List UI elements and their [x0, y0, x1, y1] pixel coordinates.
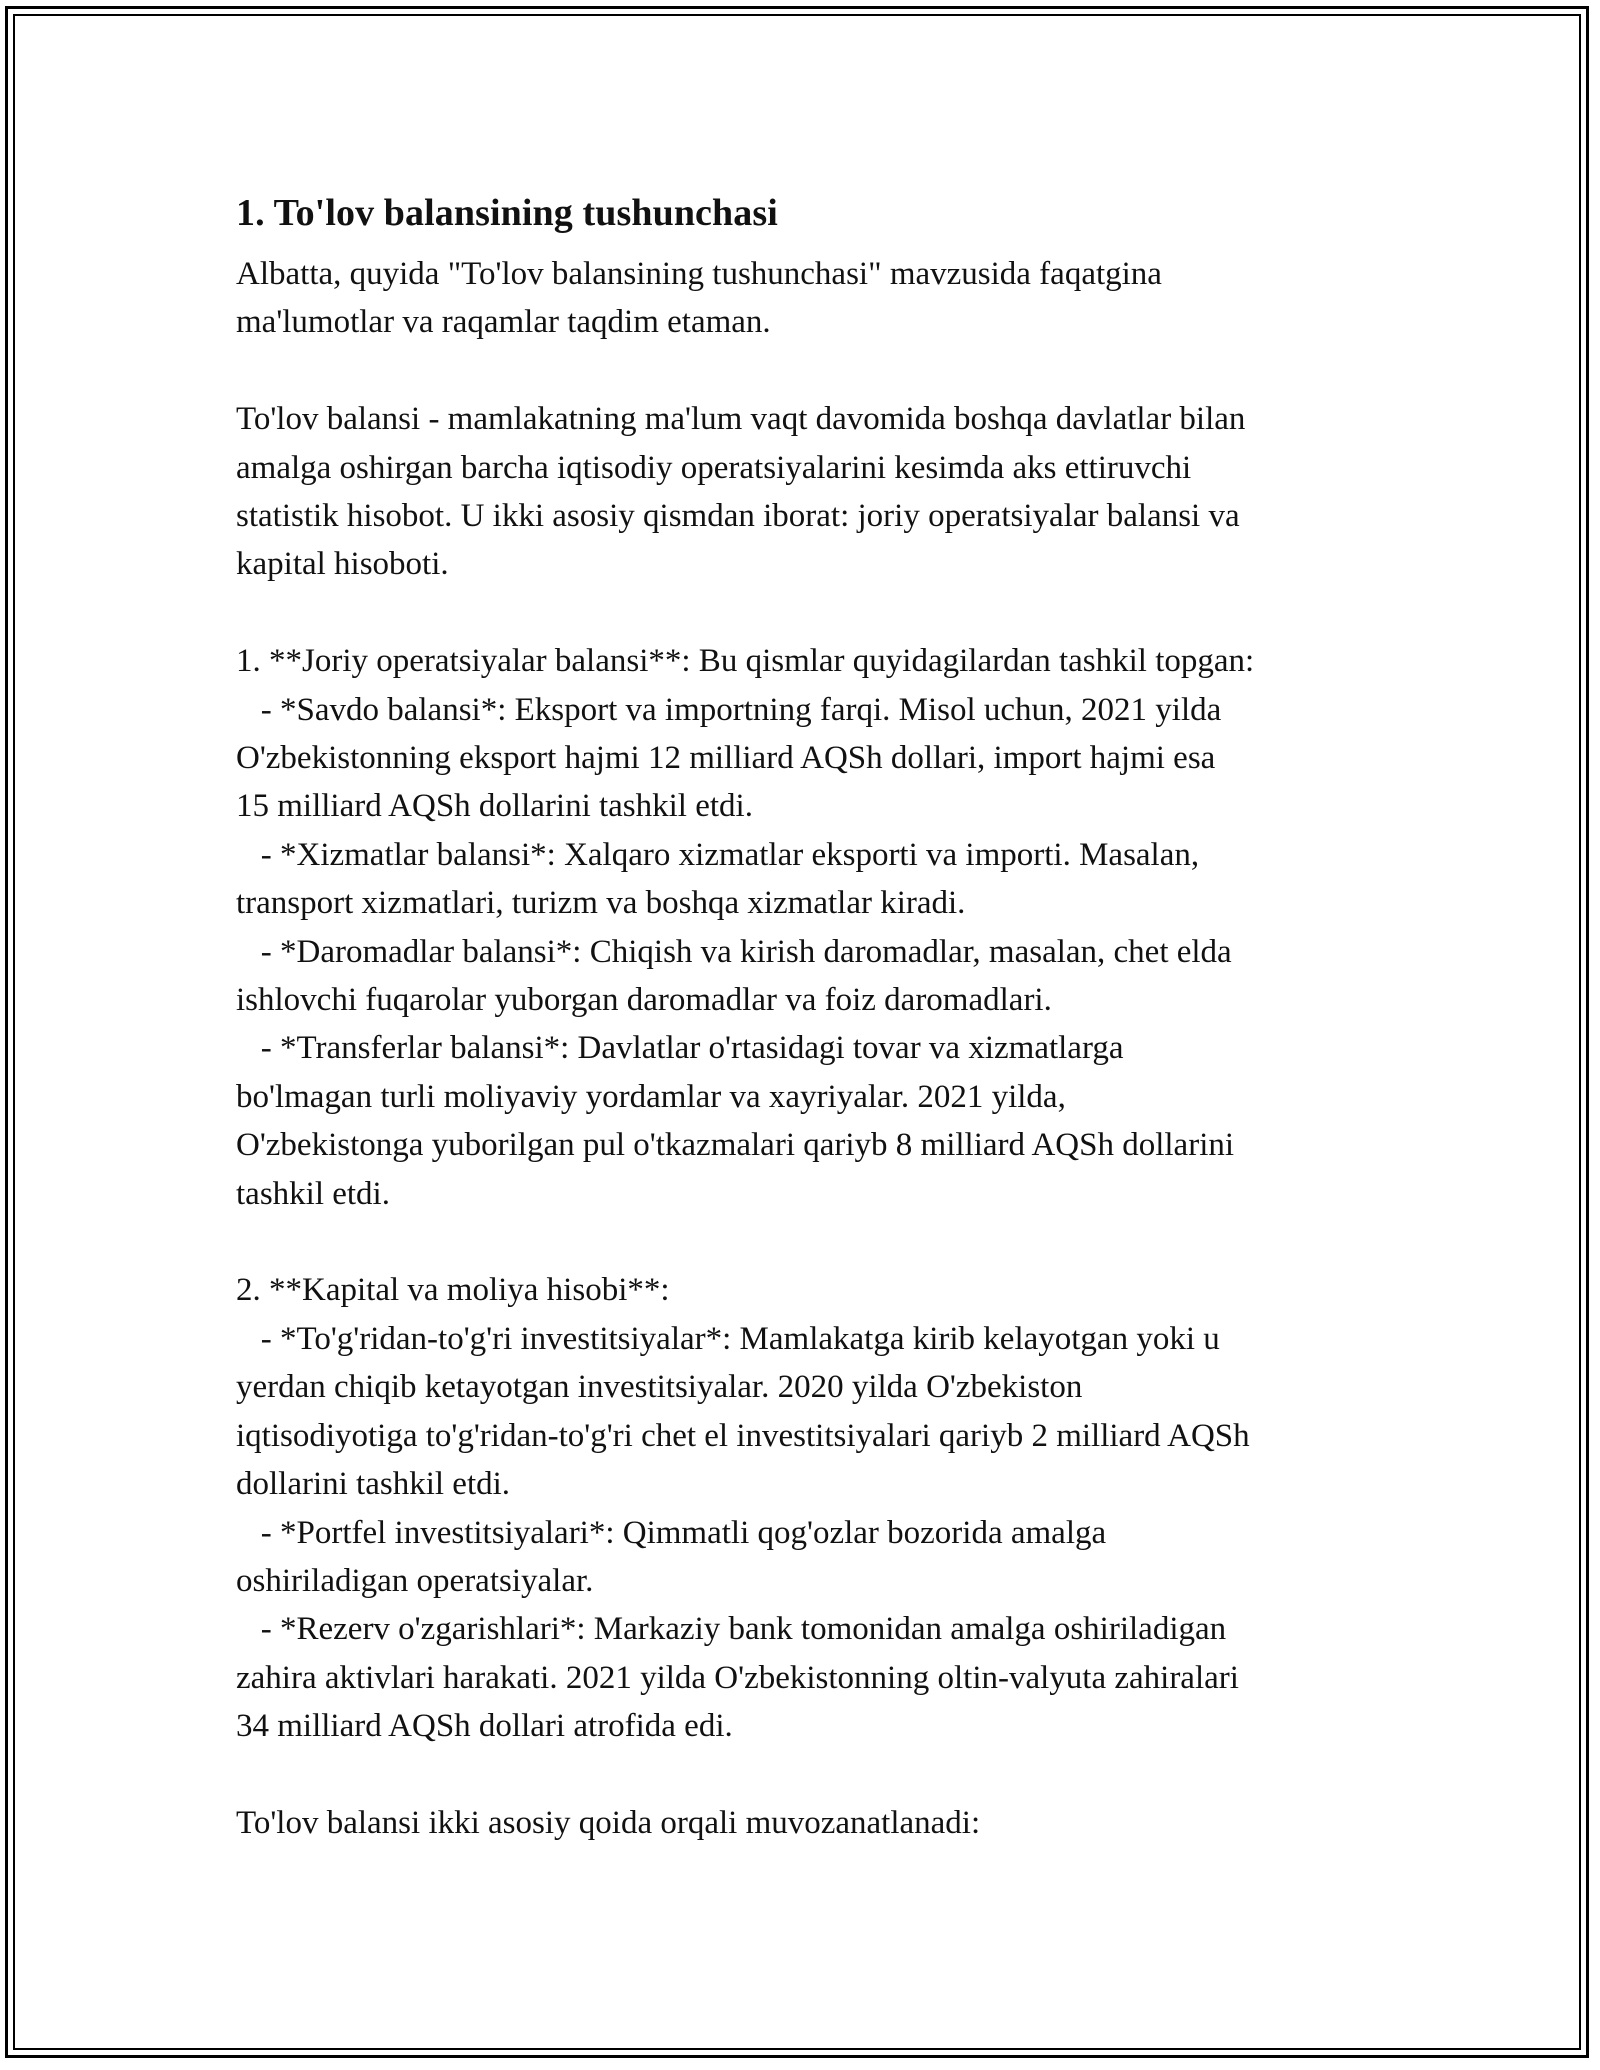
- intro-paragraph: Albatta, quyida "To'lov balansining tushunchasi" mavzusida faqatgina ma'lumotlar va raqamlar taqdim etaman.: [236, 256, 1162, 341]
- current-account-section: 1. **Joriy operatsiyalar balansi**: Bu qismlar quyidagilardan tashkil topgan: - *Savdo balansi*: Eksport va importning farqi. Misol uchun, 2021 yilda O'zbekistonning eksport hajmi 12 milliard AQSh dollari, import hajmi esa 15 milliard AQSh dollarini tashkil etdi. - *Xizmatlar balansi*: Xalqaro xizmatlar eksporti va importi. Masalan, transport xizmatlari, turizm va boshqa xizmatlar kiradi. - *Daromadlar balansi*: Chiqish va kirish daromadlar, masalan, chet elda ishlovchi fuqarolar yuborgan daromadlar va foiz daromadlari. - *Transferlar balansi*: Davlatlar o'rtasidagi tovar va xizmatlarga bo'lmagan turli moliyaviy yordamlar va xayriyalar. 2021 yilda, O'zbekistonga yuborilgan pul o'tkazmalari qariyb 8 milliard AQSh dollarini tashkil etdi.: [236, 643, 1255, 1212]
- closing-paragraph: To'lov balansi ikki asosiy qoida orqali muvozanatlanadi:: [236, 1804, 981, 1841]
- page-title: 1. To'lov balansining tushunchasi: [236, 192, 778, 234]
- paragraph-gap: [236, 1218, 1386, 1266]
- paragraph-gap: [236, 589, 1386, 637]
- definition-paragraph: To'lov balansi - mamlakatning ma'lum vaqt davomida boshqa davlatlar bilan amalga oshirgan barcha iqtisodiy operatsiyalarini kesimda aks ettiruvchi statistik hisobot. U ikki asosiy qismdan iborat: joriy operatsiyalar balansi va kapital hisoboti.: [236, 401, 1246, 583]
- document-body: [236, 186, 1386, 1847]
- paragraph-gap: [236, 1751, 1386, 1799]
- capital-account-section: 2. **Kapital va moliya hisobi**: - *To'g'ridan-to'g'ri investitsiyalar*: Mamlakatga kirib kelayotgan yoki u yerdan chiqib ketayotgan investitsiyalar. 2020 yilda O'zbekiston iqtisodiyotiga to'g'ridan-to'g'ri chet el investitsiyalari qariyb 2 milliard AQSh dollarini tashkil etdi. - *Portfel investitsiyalari*: Qimmatli qog'ozlar bozorida amalga oshiriladigan operatsiyalar. - *Rezerv o'zgarishlari*: Markaziy bank tomonidan amalga oshiriladigan zahira aktivlari harakati. 2021 yilda O'zbekistonning oltin-valyuta zahiralari 34 milliard AQSh dollari atrofida edi.: [236, 1272, 1250, 1745]
- paragraph-gap: [236, 347, 1386, 395]
